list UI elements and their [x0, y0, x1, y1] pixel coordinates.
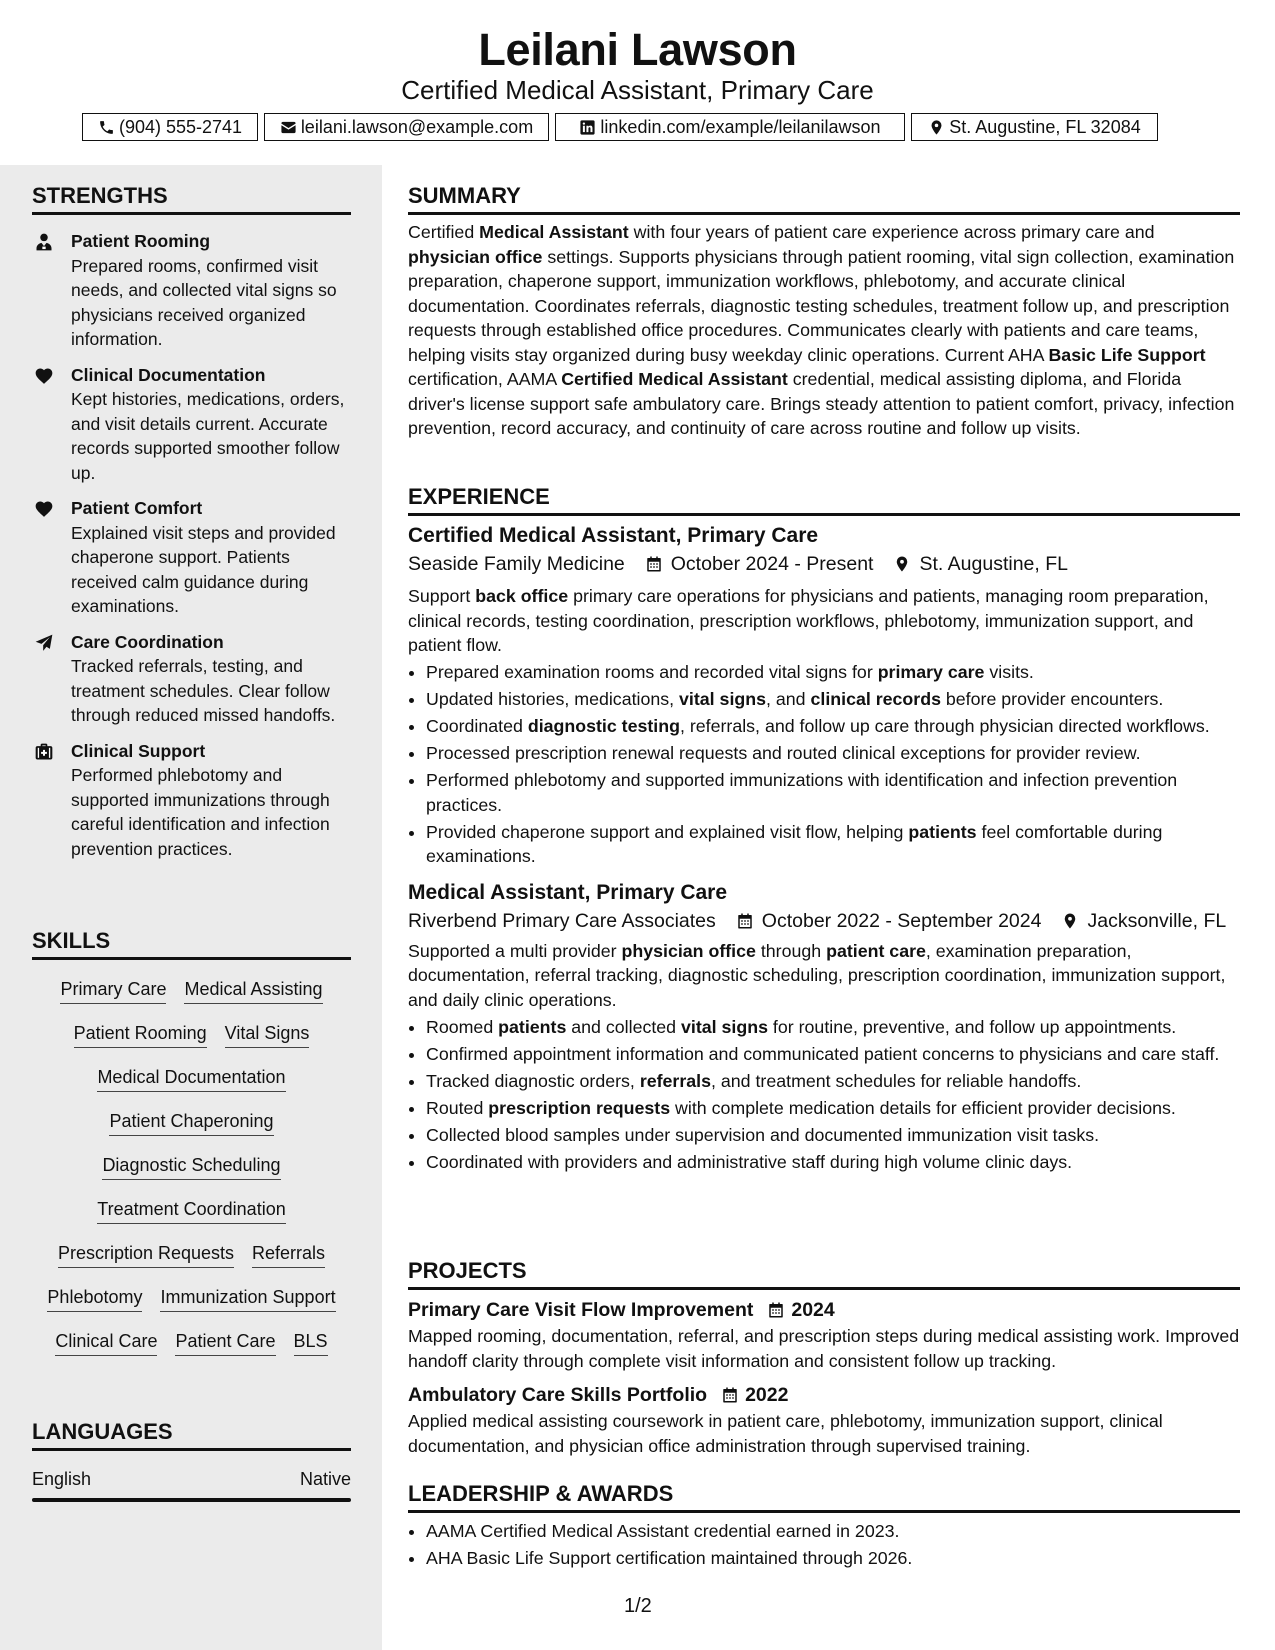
heart-icon: [34, 499, 54, 519]
skill-tag: Immunization Support: [160, 1285, 335, 1312]
leadership-list: [408, 1519, 1240, 1571]
strength-title: Patient Rooming: [71, 231, 211, 251]
text-run: primary care operations for physicians and patients, managing room preparation, clinical records, testing coordination, prescription workflows, phlebotomy, immunization support, and patient flow.: [408, 586, 1209, 655]
text-run: Performed phlebotomy and supported immunizations with identification and infection prevention practices.: [426, 770, 1178, 815]
bullet-item: [426, 660, 1240, 685]
skills-section: [32, 927, 351, 1356]
skill-tag: Referrals: [252, 1241, 325, 1268]
bullet-item: [426, 768, 1240, 817]
bold-keyword: vital signs: [681, 1016, 768, 1037]
text-run: Collected blood samples under supervision and documented immunization visit tasks.: [426, 1124, 1100, 1145]
bold-keyword: diagnostic testing: [527, 716, 680, 736]
bullet-item: [426, 1150, 1240, 1175]
skill-tag: BLS: [294, 1329, 328, 1356]
candidate-title: Certified Medical Assistant, Primary Care: [401, 75, 874, 105]
skill-tag: Treatment Coordination: [97, 1197, 285, 1224]
skill-tag: Clinical Care: [55, 1329, 157, 1356]
text-run: Support: [408, 586, 476, 606]
bold-keyword: referrals: [639, 1070, 711, 1091]
bold-keyword: vital signs: [679, 689, 766, 709]
envelope-icon: [280, 119, 297, 136]
job-summary: [408, 584, 1240, 658]
text-run: Tracked diagnostic orders,: [426, 1070, 640, 1091]
heart-icon: [34, 366, 54, 386]
bold-keyword: patient care: [826, 940, 926, 961]
language-name: English: [32, 1469, 92, 1489]
project-entry: [408, 1381, 1240, 1458]
skill-tag: Medical Documentation: [97, 1065, 285, 1092]
job-bullets: [408, 660, 1240, 869]
strength-item: [32, 739, 351, 862]
skill-row: [32, 1285, 351, 1312]
text-run: , referrals, and follow up care through physician directed workflows.: [679, 716, 1210, 736]
list-item: • AHA Basic Life Support certification maintained through 2026.: [426, 1546, 1240, 1571]
contact-linkedin[interactable]: [555, 113, 905, 141]
skill-tag: Prescription Requests: [58, 1241, 234, 1268]
strength-item: [32, 496, 351, 619]
strength-text: Prepared rooms, confirmed visit needs, and collected vital signs so physicians received organized information.: [71, 255, 337, 349]
bold-keyword: Basic Life Support: [1048, 344, 1206, 365]
contact-phone[interactable]: [82, 113, 258, 141]
experience-section: [408, 483, 1240, 1174]
text-run: Coordinated: [426, 716, 528, 736]
language-proficiency-bar: [32, 1498, 351, 1502]
job-meta: [408, 550, 1240, 578]
skill-row: [32, 1021, 351, 1048]
job-title: Certified Medical Assistant, Primary Care: [408, 524, 819, 547]
bold-keyword: physician office: [408, 246, 543, 267]
text-run: Supported a multi provider: [408, 940, 622, 961]
text-run: through: [755, 940, 827, 961]
project-title-row: [408, 1381, 1240, 1409]
strength-item: [32, 630, 351, 728]
projects-section: [408, 1257, 1240, 1458]
page-number: 1/2: [624, 1595, 652, 1617]
job-entry: [408, 522, 1240, 869]
text-run: Roomed: [426, 1016, 499, 1037]
skill-tag: Phlebotomy: [47, 1285, 142, 1312]
strength-title: Patient Comfort: [71, 498, 203, 518]
text-run: Processed prescription renewal requests and routed clinical exceptions for provider review.: [426, 743, 1141, 763]
skill-tag: Patient Care: [175, 1329, 275, 1356]
text-run: and collected: [566, 1016, 682, 1037]
text-run: Coordinated with providers and administrative staff during high volume clinic days.: [426, 1151, 1073, 1172]
bullet-item: [426, 1015, 1240, 1040]
skill-row: [32, 1065, 351, 1092]
section-heading: EXPERIENCE: [408, 483, 1240, 516]
bold-keyword: back office: [475, 586, 569, 606]
skill-row: [32, 1329, 351, 1356]
text-run: with complete medication details for efficient provider decisions.: [670, 1097, 1176, 1118]
job-company: Seaside Family Medicine: [408, 553, 625, 575]
text-run: visits.: [984, 662, 1034, 682]
text-run: with four years of patient care experience across primary care and: [628, 222, 1155, 242]
job-location: Jacksonville, FL: [1087, 909, 1227, 932]
bold-keyword: patients: [498, 1016, 567, 1037]
strengths-section: [32, 182, 351, 861]
bullet-item: [426, 1123, 1240, 1148]
skill-row: [32, 1197, 351, 1224]
strength-item: [32, 363, 351, 486]
text-run: , examination preparation, documentation, referral tracking, diagnostic scheduling, prescription coordination, immunization support, and daily clinic operations.: [408, 940, 1226, 1010]
paper-plane-icon: [34, 633, 54, 653]
phone-icon: [98, 119, 115, 136]
job-dates: October 2024 - Present: [670, 553, 874, 575]
project-year: 2022: [745, 1384, 789, 1406]
job-company: Riverbend Primary Care Associates: [408, 909, 716, 932]
strength-title: Clinical Support: [71, 740, 206, 761]
list-item: • AAMA Certified Medical Assistant credential earned in 2023.: [426, 1519, 1240, 1544]
skill-tag: Diagnostic Scheduling: [102, 1153, 280, 1180]
project-title-row: [408, 1296, 1240, 1324]
project-entry: [408, 1296, 1240, 1373]
strength-text: Kept histories, medications, orders, and visit details current. Accurate records supported smoother follow up.: [71, 389, 345, 483]
strength-title: Clinical Documentation: [71, 364, 266, 385]
project-text: Applied medical assisting coursework in patient care, phlebotomy, immunization support, clinical documentation, and physician office administration through supervised training.: [408, 1411, 1163, 1456]
bullet-item: [426, 820, 1240, 869]
project-text: Mapped rooming, documentation, referral, and prescription steps during medical assisting work. Improved handoff clarity through complete visit information and consistent follow up tracking.: [408, 1326, 1240, 1371]
bold-keyword: Certified Medical Assistant: [561, 369, 788, 389]
job-dates: October 2022 - September 2024: [761, 909, 1042, 932]
bold-keyword: physician office: [621, 940, 756, 961]
job-location: St. Augustine, FL: [919, 553, 1068, 575]
bullet-item: [426, 1069, 1240, 1094]
skill-row: [32, 977, 351, 1004]
skill-tag: Patient Rooming: [74, 1021, 207, 1048]
contact-text: leilani.lawson@example.com: [300, 116, 534, 137]
skill-row: [32, 1241, 351, 1268]
strength-item: [32, 229, 351, 352]
language-level: Native: [299, 1469, 351, 1489]
skill-tag: Vital Signs: [225, 1021, 310, 1048]
calendar-icon: [736, 912, 754, 930]
bullet-item: [426, 714, 1240, 739]
text-run: Routed: [426, 1097, 489, 1118]
bullet-item: [426, 1042, 1240, 1067]
map-pin-icon: [928, 119, 945, 136]
text-run: Confirmed appointment information and communicated patient concerns to physicians and care staff.: [426, 1043, 1220, 1064]
bold-keyword: clinical records: [810, 689, 941, 709]
sidebar: [0, 165, 382, 1650]
section-heading: STRENGTHS: [32, 182, 351, 215]
section-heading: PROJECTS: [408, 1257, 1240, 1290]
section-heading: SKILLS: [32, 927, 351, 960]
skill-tag: Medical Assisting: [184, 977, 322, 1004]
text-run: , and treatment schedules for reliable handoffs.: [711, 1070, 1082, 1091]
job-meta: [408, 907, 1240, 935]
section-heading: SUMMARY: [408, 182, 1240, 215]
text-run: Provided chaperone support and explained visit flow, helping: [426, 821, 909, 842]
job-bullets: [408, 1015, 1240, 1175]
bold-keyword: prescription requests: [488, 1097, 671, 1118]
summary-section: [408, 182, 1240, 441]
candidate-name: Leilani Lawson: [478, 24, 797, 75]
contact-text: St. Augustine, FL 32084: [949, 116, 1141, 137]
text-run: certification, AAMA: [408, 369, 562, 389]
map-pin-icon: [1061, 912, 1079, 930]
skill-row: [32, 1109, 351, 1136]
calendar-icon: [645, 555, 663, 573]
contact-location: [911, 113, 1158, 141]
contact-email[interactable]: [264, 113, 549, 141]
skill-tag: Patient Chaperoning: [109, 1109, 273, 1136]
linkedin-icon: [579, 119, 596, 136]
skill-row: [32, 1153, 351, 1180]
medical-kit-icon: [34, 742, 54, 762]
resume-header: [0, 0, 1275, 165]
calendar-icon: [721, 1386, 739, 1404]
user-doctor-icon: [34, 232, 54, 252]
strength-text: Explained visit steps and provided chaperone support. Patients received calm guidance during examinations.: [71, 522, 336, 616]
map-pin-icon: [893, 555, 911, 573]
text-run: , and: [766, 689, 811, 709]
job-entry: [408, 879, 1240, 1175]
calendar-icon: [767, 1301, 785, 1319]
text-run: for routine, preventive, and follow up appointments.: [767, 1016, 1177, 1037]
text-run: before provider encounters.: [940, 689, 1164, 709]
project-year: 2024: [791, 1299, 835, 1321]
job-summary: [408, 939, 1240, 1013]
leadership-section: [408, 1480, 1240, 1571]
project-title: Ambulatory Care Skills Portfolio: [408, 1384, 708, 1406]
skills-list: [32, 977, 351, 1356]
summary-text: [408, 220, 1240, 441]
languages-section: [32, 1418, 351, 1502]
bold-keyword: primary care: [877, 662, 985, 682]
bold-keyword: Medical Assistant: [479, 222, 629, 242]
strength-title: Care Coordination: [71, 631, 224, 652]
text-run: feel comfortable during examinations.: [426, 821, 1163, 866]
contact-text: (904) 555-2741: [118, 116, 243, 137]
section-heading: LANGUAGES: [32, 1418, 351, 1451]
strength-text: Tracked referrals, testing, and treatment schedules. Clear follow through reduced missed handoffs.: [71, 656, 336, 725]
contact-bar: [82, 113, 1158, 144]
bullet-item: [426, 687, 1240, 712]
strength-text: Performed phlebotomy and supported immunizations through careful identification and infection prevention practices.: [71, 765, 330, 859]
text-run: credential, medical assisting diploma, and Florida driver's license support safe ambulatory care. Brings steady attention to patient comfort, privacy, infection prevention, record accuracy, and continuity of care across routine and follow up visits.: [408, 369, 1235, 438]
text-run: Prepared examination rooms and recorded vital signs for: [426, 662, 878, 682]
text-run: settings. Supports physicians through patient rooming, vital sign collection, examination preparation, chaperone support, immunization workflows, phlebotomy, and accurate clinical documentation. Coordinates referrals, diagnostic testing schedules, treatment follow up, and prescription requests through established office procedures. Communicates clearly with patients and care teams, helping visits stay organized during busy weekday clinic operations. Current AHA: [408, 246, 1235, 365]
skill-tag: Primary Care: [60, 977, 166, 1004]
project-title: Primary Care Visit Flow Improvement: [408, 1299, 754, 1321]
section-heading: LEADERSHIP & AWARDS: [408, 1480, 1240, 1513]
contact-text: linkedin.com/example/leilanilawson: [600, 116, 881, 137]
bullet-item: [426, 741, 1240, 766]
language-row: [32, 1467, 351, 1491]
text-run: Updated histories, medications,: [426, 689, 680, 709]
text-run: Certified: [408, 222, 480, 242]
bold-keyword: patients: [908, 821, 977, 842]
job-title: Medical Assistant, Primary Care: [408, 880, 728, 904]
bullet-item: [426, 1096, 1240, 1121]
